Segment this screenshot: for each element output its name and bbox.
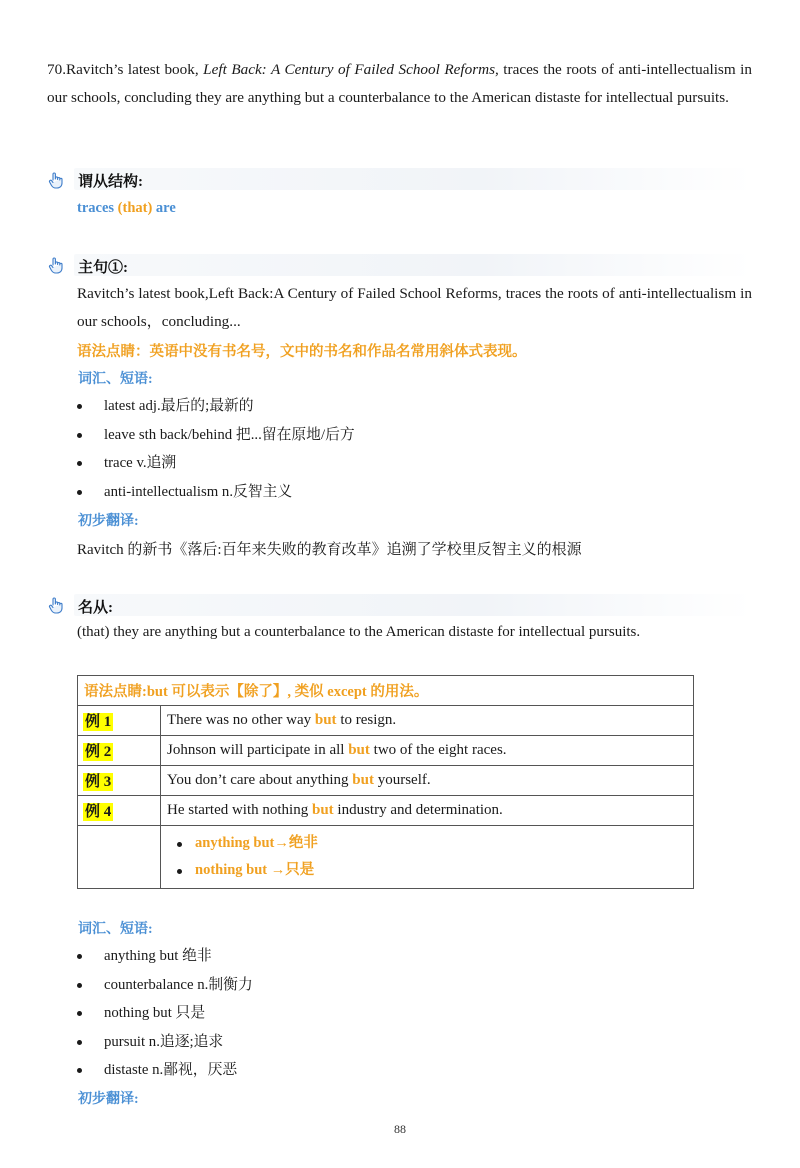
list-item: pursuit n.追逐;追求	[50, 1028, 253, 1057]
translation-text: Ravitch 的新书《落后:百年来失败的教育改革》追溯了学校里反智主义的根源	[77, 542, 582, 558]
list-item: nothing but 只是	[50, 999, 253, 1028]
predicate-heading: 谓从结构:	[78, 174, 143, 190]
list-item: trace v.追溯	[50, 449, 355, 478]
list-item: counterbalance n.制衡力	[50, 971, 253, 1000]
predicate-structure: traces (that) are	[77, 200, 176, 216]
list-item: distaste n.鄙视，厌恶	[50, 1056, 253, 1085]
grammar-table	[77, 675, 694, 889]
table-row	[78, 766, 694, 796]
example-label: 例 1	[85, 714, 112, 730]
page-number: 88	[394, 1122, 406, 1136]
example-sentence: You don’t care about anything but yourself.	[161, 766, 694, 796]
hand-pointer-icon	[47, 256, 65, 274]
table-row	[78, 736, 694, 766]
example-sentence: He started with nothing but industry and determination.	[161, 796, 694, 826]
hand-pointer-icon	[47, 596, 65, 614]
list-item: anti-intellectualism n.反智主义	[50, 478, 355, 507]
example-label: 例 3	[85, 774, 112, 790]
list-item: anything but 绝非	[50, 942, 253, 971]
vocab-list	[50, 942, 253, 1085]
source-sentence: 70.Ravitch’s latest book, Left Back: A Century of Failed School Reforms, traces the roots of anti-intellectualism in our schools, concluding they are anything but a counterbalance to the American distaste for intellectual pursuits.	[47, 61, 752, 106]
hand-pointer-icon	[47, 171, 65, 189]
list-item: leave sth back/behind 把...留在原地/后方	[50, 421, 355, 450]
translation-label: 初步翻译:	[78, 514, 139, 529]
book-title: Left Back: A Century of Failed School Reforms	[203, 61, 495, 78]
list-item: anything but→绝非	[167, 830, 687, 857]
table-header: 语法点睛:but 可以表示【除了】, 类似 except 的用法。	[78, 676, 694, 706]
section-band	[74, 594, 752, 616]
table-row	[78, 826, 694, 889]
example-sentence: Johnson will participate in all but two of the eight races.	[161, 736, 694, 766]
translation-label: 初步翻译:	[78, 1092, 139, 1107]
summary-bullets	[161, 826, 694, 889]
list-item: latest adj.最后的;最新的	[50, 392, 355, 421]
table-row	[78, 706, 694, 736]
sentence-number: 70.	[47, 61, 66, 78]
example-label: 例 4	[85, 804, 112, 820]
section-band	[74, 254, 752, 276]
section-band	[74, 168, 752, 190]
main-clause-text: Ravitch’s latest book,Left Back:A Century of Failed School Reforms, traces the roots of anti-intellectualism in our schools，concluding...	[77, 285, 752, 330]
vocab-label: 词汇、短语:	[78, 922, 153, 937]
example-label: 例 2	[85, 744, 112, 760]
noun-clause-text: (that) they are anything but a counterbalance to the American distaste for intellectual pursuits.	[77, 624, 641, 640]
table-row	[78, 796, 694, 826]
vocab-list	[50, 392, 355, 506]
example-sentence: There was no other way but to resign.	[161, 706, 694, 736]
list-item: nothing but →只是	[167, 857, 687, 884]
main-clause-heading: 主句①:	[78, 260, 128, 276]
noun-clause-heading: 名从:	[78, 600, 113, 616]
vocab-label: 词汇、短语:	[78, 372, 153, 387]
grammar-note: 语法点睛：英语中没有书名号，文中的书名和作品名常用斜体式表现。	[77, 344, 527, 360]
